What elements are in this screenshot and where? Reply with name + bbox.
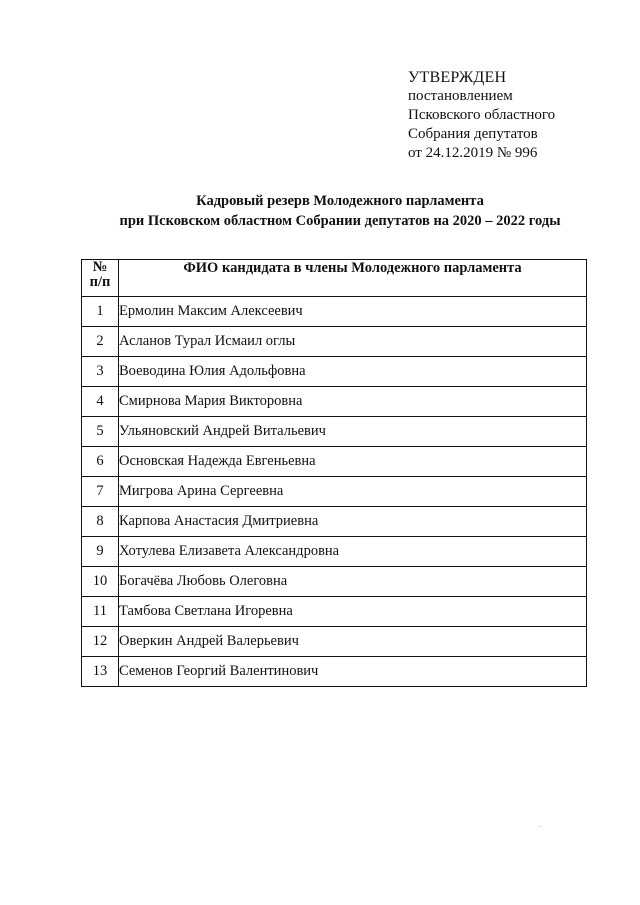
row-number: 2 — [82, 327, 119, 357]
table-row — [82, 297, 587, 327]
approval-line: Псковского областного — [408, 107, 556, 123]
approval-heading: УТВЕРЖДЕН — [408, 69, 507, 86]
approval-date-number: от 24.12.2019 № 996 — [408, 145, 538, 161]
table-row — [82, 537, 587, 567]
table-body — [82, 297, 587, 687]
row-number: 7 — [82, 477, 119, 507]
table-row — [82, 417, 587, 447]
candidate-name: Основская Надежда Евгеньевна — [119, 447, 587, 477]
row-number: 12 — [82, 627, 119, 657]
candidate-name: Хотулева Елизавета Александровна — [119, 537, 587, 567]
row-number: 6 — [82, 447, 119, 477]
candidate-name: Семенов Георгий Валентинович — [119, 657, 587, 687]
table-row — [82, 477, 587, 507]
scan-speck — [540, 826, 541, 827]
table-row — [82, 447, 587, 477]
table-row — [82, 627, 587, 657]
document-title-line-1: Кадровый резерв Молодежного парламента — [196, 193, 484, 209]
candidate-name: Карпова Анастасия Дмитриевна — [119, 507, 587, 537]
approval-line: Собрания депутатов — [408, 126, 538, 142]
row-number: 10 — [82, 567, 119, 597]
row-number: 1 — [82, 297, 119, 327]
table-row — [82, 567, 587, 597]
candidate-name: Оверкин Андрей Валерьевич — [119, 627, 587, 657]
candidate-name: Асланов Турал Исмаил оглы — [119, 327, 587, 357]
number-header-symbol: № — [92, 259, 108, 275]
row-number: 11 — [82, 597, 119, 627]
reserve-table — [81, 259, 587, 687]
table-header-row — [82, 260, 587, 297]
row-number: 13 — [82, 657, 119, 687]
name-column-header: ФИО кандидата в члены Молодежного парламента — [119, 260, 587, 297]
candidate-name: Тамбова Светлана Игоревна — [119, 597, 587, 627]
table-row — [82, 327, 587, 357]
number-header-abbrev: п/п — [89, 274, 111, 290]
approval-block — [408, 68, 555, 163]
row-number: 9 — [82, 537, 119, 567]
candidate-name: Ульяновский Андрей Витальевич — [119, 417, 587, 447]
candidate-name: Богачёва Любовь Олеговна — [119, 567, 587, 597]
row-number: 8 — [82, 507, 119, 537]
candidate-name: Смирнова Мария Викторовна — [119, 387, 587, 417]
row-number: 3 — [82, 357, 119, 387]
document-title-line-2: при Псковском областном Собрании депутатов на 2020 – 2022 годы — [119, 213, 561, 229]
candidate-name: Воеводина Юлия Адольфовна — [119, 357, 587, 387]
number-column-header — [82, 260, 119, 297]
table-row — [82, 597, 587, 627]
table-row — [82, 507, 587, 537]
table-row — [82, 357, 587, 387]
row-number: 4 — [82, 387, 119, 417]
table-row — [82, 387, 587, 417]
approval-line: постановлением — [408, 88, 513, 104]
row-number: 5 — [82, 417, 119, 447]
table-row — [82, 657, 587, 687]
candidate-name: Мигрова Арина Сергеевна — [119, 477, 587, 507]
candidate-name: Ермолин Максим Алексеевич — [119, 297, 587, 327]
